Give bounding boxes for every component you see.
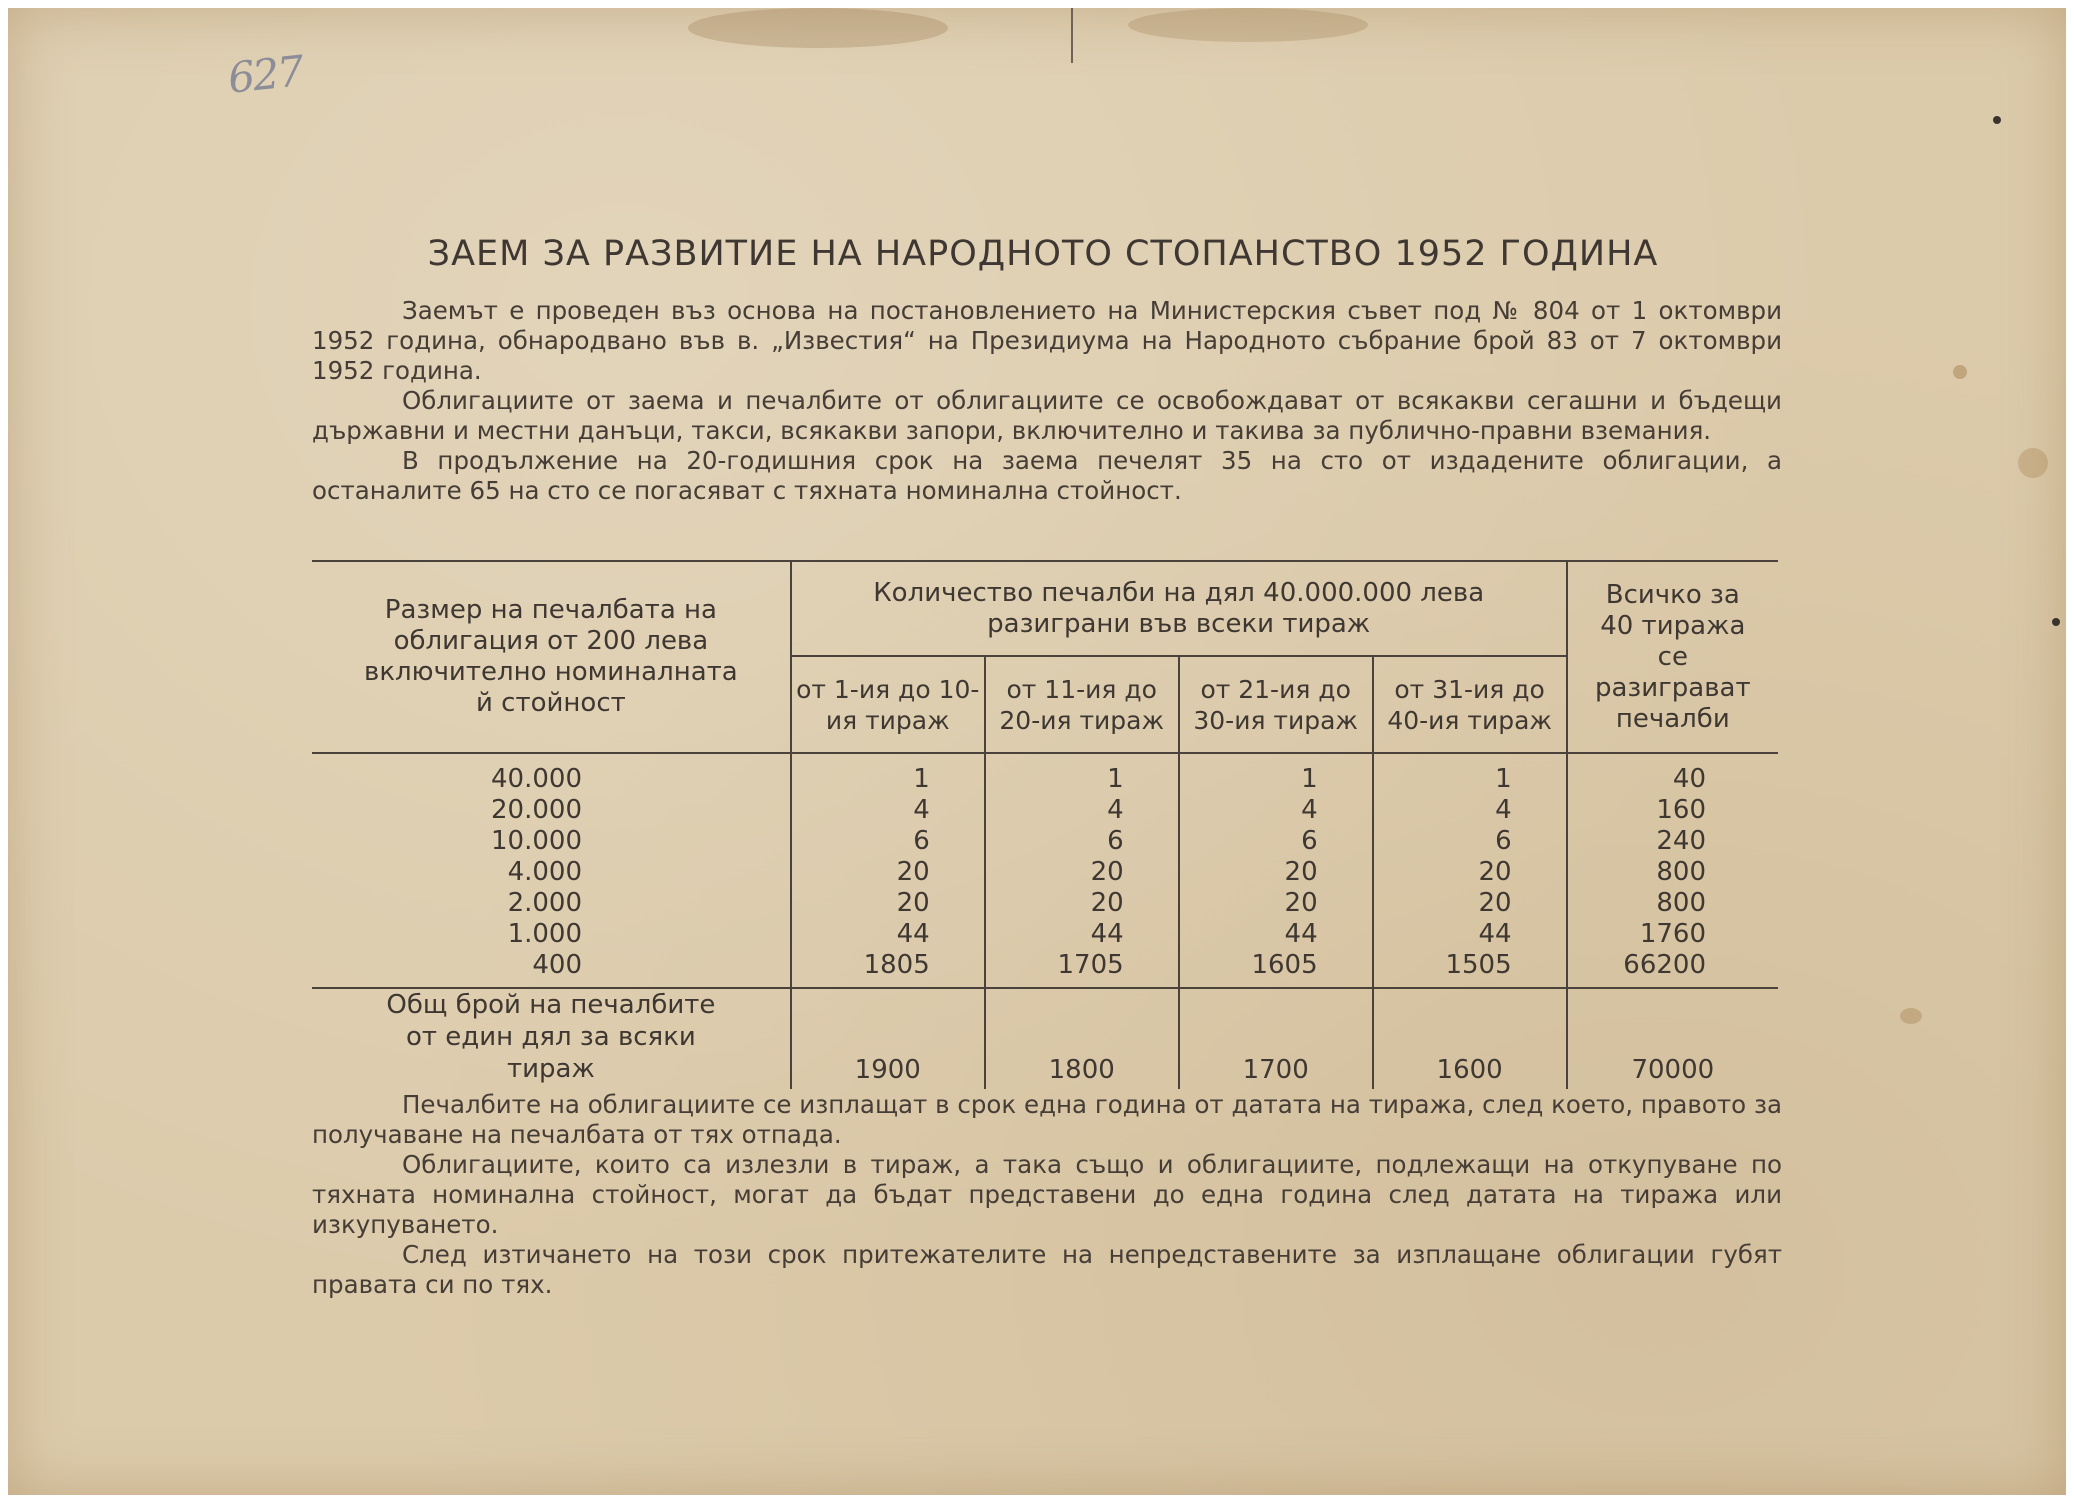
stain-mark [1993,116,2001,124]
closing-paragraph: След изтичането на този срок притежателите на непредставените за изплащане облигации губят правата си по тях. [312,1240,1782,1299]
prize-count-value: 20 [1090,888,1124,918]
total-40-draws-column [1567,753,1778,988]
total-prize-value: 160 [1656,795,1706,825]
prize-count-value: 20 [896,888,930,918]
prize-count-value: 20 [1478,888,1512,918]
prize-size-value: 400 [532,950,582,980]
prize-count-value: 44 [1284,919,1318,949]
prize-count-value: 44 [896,919,930,949]
header-prize-size: Размер на печалбата на облигация от 200 лева включително номиналната й стойност [312,561,791,753]
total-row-label: Общ брой на печалбите от един дял за всяки тираж [386,990,716,1084]
prize-size-value: 1.000 [507,919,582,949]
intro-text [312,296,1782,506]
stain-mark [1953,365,1967,379]
total-prize-value: 800 [1656,888,1706,918]
header-prize-count: Количество печалби на дял 40.000.000 лева разиграни във всеки тираж [791,561,1567,656]
prize-count-value: 1 [1495,764,1512,794]
intro-paragraph: В продължение на 20-годишния срок на заема печелят 35 на сто от издадените облигации, а останалите 65 на сто се погасяват с тяхната номинална стойност. [312,446,1782,505]
draws-1-10-column [791,753,985,988]
total-prize-value: 40 [1672,764,1706,794]
prize-table [312,560,1778,1089]
prize-count-value: 20 [1090,857,1124,887]
stain-mark [688,8,948,48]
stain-mark [2052,618,2060,626]
prize-size-value: 20.000 [491,795,582,825]
intro-paragraph: Заемът е проведен въз основа на постановлението на Министерския съвет под № 804 от 1 октомври 1952 година, обнародвано във в. „Известия“ на Президиума на Народното събрание брой 83 от 7 октомври 1952 година. [312,296,1782,385]
header-draws-11-20: от 11-ия до 20-ия тираж [985,656,1179,753]
prize-count-value: 44 [1478,919,1512,949]
prize-count-value: 1 [1301,764,1318,794]
total-prize-value: 240 [1656,826,1706,856]
document-title: ЗАЕМ ЗА РАЗВИТИЕ НА НАРОДНОТО СТОПАНСТВО 1952 ГОДИНА [427,234,1659,274]
prize-count-value: 20 [1284,888,1318,918]
closing-paragraph: Печалбите на облигациите се изплащат в срок една година от датата на тиража, след което, правото за получаване на печалбата от тях отпада. [312,1090,1782,1149]
draws-11-20-column [985,753,1179,988]
prize-count-value: 44 [1090,919,1124,949]
stain-mark [1128,8,1368,42]
paper-tear-mark [1071,8,1073,63]
prize-count-value: 6 [1495,826,1512,856]
prize-size-value: 10.000 [491,826,582,856]
prize-size-value: 2.000 [507,888,582,918]
header-draws-21-30: от 21-ия до 30-ия тираж [1179,656,1373,753]
prize-count-value: 1 [1107,764,1124,794]
prize-size-value: 40.000 [491,764,582,794]
closing-text [312,1090,1782,1300]
total-row-value: 1800 [985,988,1179,1089]
prize-count-value: 4 [1301,795,1318,825]
header-draws-31-40: от 31-ия до 40-ия тираж [1373,656,1567,753]
prize-count-value: 6 [913,826,930,856]
handwritten-archive-number: 627 [225,46,305,103]
total-row-value: 1700 [1179,988,1373,1089]
prize-count-value: 20 [1478,857,1512,887]
prize-size-column [312,753,791,988]
prize-count-value: 4 [1107,795,1124,825]
prize-count-value: 1705 [1057,950,1124,980]
total-prize-value: 800 [1656,857,1706,887]
prize-size-value: 4.000 [507,857,582,887]
prize-count-value: 6 [1301,826,1318,856]
total-row-value: 1900 [791,988,985,1089]
prize-count-value: 4 [913,795,930,825]
total-row-value: 1600 [1373,988,1567,1089]
total-prize-value: 1760 [1639,919,1706,949]
prize-count-value: 6 [1107,826,1124,856]
prize-count-value: 1605 [1251,950,1318,980]
intro-paragraph: Облигациите от заема и печалбите от облигациите се освобождават от всякакви сегашни и бъдещи държавни и местни данъци, такси, всякакви запори, включително и такива за публично-правни вземания. [312,386,1782,445]
prize-count-value: 20 [896,857,930,887]
prize-count-value: 1505 [1445,950,1512,980]
draws-31-40-column [1373,753,1567,988]
prize-count-value: 1 [913,764,930,794]
closing-paragraph: Облигациите, които са излезли в тираж, а така също и облигациите, подлежащи на откупуване по тяхната номинална стойност, могат да бъдат представени до една година след датата на тиража или изкупуването. [312,1150,1782,1239]
prize-count-value: 1805 [863,950,930,980]
header-draws-1-10: от 1-ия до 10-ия тираж [791,656,985,753]
total-prize-value: 66200 [1623,950,1706,980]
stain-mark [1900,1008,1922,1024]
prize-count-value: 4 [1495,795,1512,825]
document-sheet [8,8,2066,1495]
total-row-value: 70000 [1567,988,1778,1089]
draws-21-30-column [1179,753,1373,988]
stain-mark [2018,448,2048,478]
prize-count-value: 20 [1284,857,1318,887]
header-total-40-draws: Всичко за 40 тиража се разиграват печалби [1567,561,1778,753]
